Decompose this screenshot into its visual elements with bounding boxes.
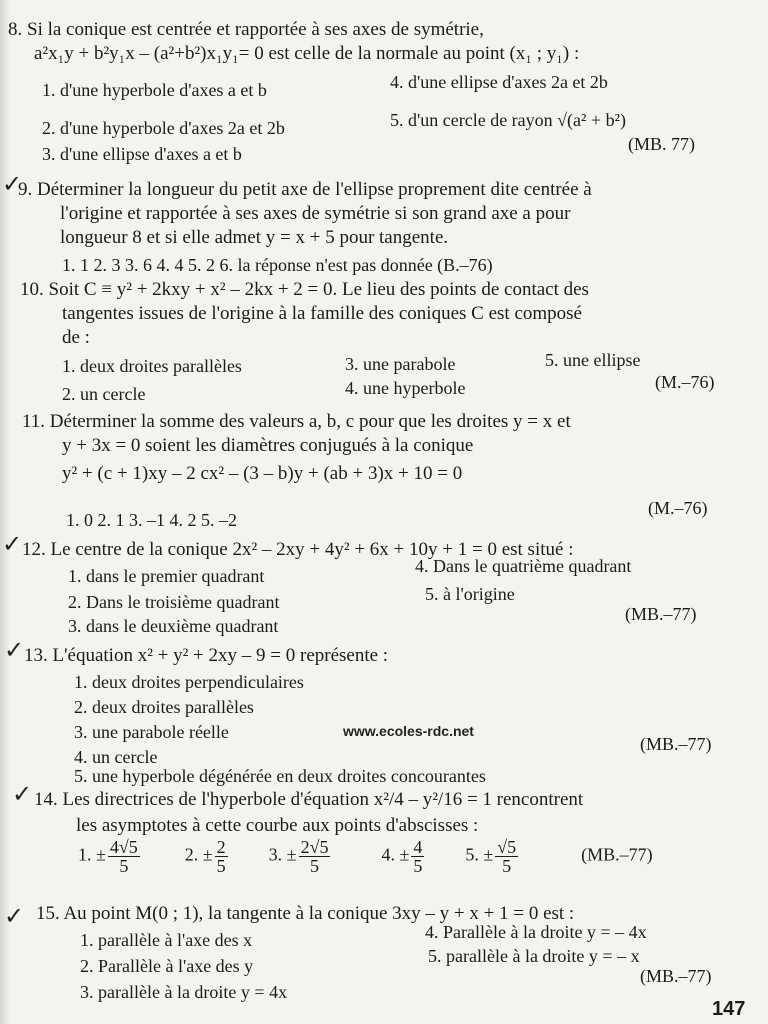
question-12-option-4: 4. Dans le quatrième quadrant — [415, 556, 632, 576]
fraction-denominator: 5 — [413, 856, 423, 876]
question-13-reference: (MB.–77) — [640, 734, 712, 754]
question-14-reference: (MB.–77) — [581, 844, 653, 865]
question-10-option-5: 5. une ellipse — [545, 350, 641, 370]
fraction-denominator: 5 — [502, 856, 512, 876]
check-mark-icon: ✓ — [4, 636, 25, 664]
question-13-option-1: 1. deux droites perpendiculaires — [74, 672, 304, 692]
question-12-option-3: 3. dans le deuxième quadrant — [68, 616, 279, 636]
fraction — [108, 838, 140, 875]
check-mark-icon: ✓ — [2, 530, 23, 558]
question-10-line-3: de : — [62, 327, 90, 348]
question-8-option-2: 2. d'une hyperbole d'axes 2a et 2b — [42, 118, 285, 138]
fraction-numerator: 2 — [216, 837, 226, 857]
question-10-option-4: 4. une hyperbole — [345, 378, 466, 398]
question-14-options — [78, 838, 653, 875]
question-12-option-5: 5. à l'origine — [425, 584, 515, 604]
question-9-line-2: l'origine et rapportée à ses axes de symétrie si son grand axe a pour — [60, 203, 571, 224]
option-label: 4. — [381, 844, 400, 865]
question-13-line-1: 13. L'équation x² + y² + 2xy – 9 = 0 représente : — [24, 645, 389, 666]
check-mark-icon: ✓ — [12, 780, 33, 808]
fraction — [215, 838, 228, 875]
question-10-option-2: 2. un cercle — [62, 384, 146, 404]
option-label: 1. — [78, 844, 96, 865]
question-11-options: 1. 0 2. 1 3. –1 4. 2 5. –2 — [66, 510, 237, 530]
fraction — [411, 838, 424, 875]
fraction-numerator: √5 — [497, 837, 517, 857]
question-11-line-1: 11. Déterminer la somme des valeurs a, b, c pour que les droites y = x et — [22, 411, 571, 432]
question-9-options: 1. 1 2. 3 3. 6 4. 4 5. 2 6. la réponse n'est pas donnée (B.–76) — [62, 255, 493, 275]
option-sign: ± — [202, 844, 213, 865]
question-8-line-2: a²x₁y + b²y₁x – (a²+b²)x₁y₁= 0 est celle de la normale au point (x₁ ; y₁) : — [34, 43, 580, 64]
question-15-reference: (MB.–77) — [640, 966, 712, 986]
option-label: 3. — [268, 844, 287, 865]
question-8-option-1: 1. d'une hyperbole d'axes a et b — [42, 80, 267, 100]
question-10-reference: (M.–76) — [655, 372, 715, 392]
question-9-line-3: longueur 8 et si elle admet y = x + 5 pour tangente. — [60, 227, 449, 248]
question-15-option-1: 1. parallèle à l'axe des x — [80, 930, 253, 950]
question-12-option-1: 1. dans le premier quadrant — [68, 566, 265, 586]
option-sign: ± — [96, 844, 106, 865]
question-15-line-1: 15. Au point M(0 ; 1), la tangente à la conique 3xy – y + x + 1 = 0 est : — [36, 903, 575, 924]
watermark-site: www.ecoles-rdc.net — [343, 723, 474, 739]
fraction-numerator: 4√5 — [109, 837, 138, 857]
question-14-line-1: 14. Les directrices de l'hyperbole d'équation x²/4 – y²/16 = 1 rencontrent — [34, 789, 584, 810]
option-sign: ± — [399, 844, 410, 865]
question-14-line-2: les asymptotes à cette courbe aux points d'abscisses : — [76, 815, 479, 836]
fraction-denominator: 5 — [310, 856, 319, 876]
fraction — [495, 838, 518, 875]
question-8-option-4: 4. d'une ellipse d'axes 2a et 2b — [390, 72, 608, 92]
question-8-reference: (MB. 77) — [628, 134, 695, 154]
question-12-reference: (MB.–77) — [625, 604, 697, 624]
page-number: 147 — [712, 998, 746, 1020]
question-10-option-1: 1. deux droites parallèles — [62, 356, 242, 376]
question-15-option-5: 5. parallèle à la droite y = – x — [428, 946, 640, 966]
option-label: 2. — [184, 844, 203, 865]
question-8-option-5: 5. d'un cercle de rayon √(a² + b²) — [390, 110, 626, 130]
question-11-line-3: y² + (c + 1)xy – 2 cx² – (3 – b)y + (ab + 3)x + 10 = 0 — [62, 463, 463, 484]
fraction-numerator: 4 — [413, 837, 423, 857]
question-13-option-2: 2. deux droites parallèles — [74, 697, 254, 717]
fraction-denominator: 5 — [216, 856, 226, 876]
question-15-option-4: 4. Parallèle à la droite y = – 4x — [425, 922, 647, 942]
question-11-reference: (M.–76) — [648, 498, 708, 518]
fraction — [299, 838, 331, 875]
question-10-option-3: 3. une parabole — [345, 354, 456, 374]
question-10-line-1: 10. Soit C ≡ y² + 2kxy + x² – 2kx + 2 = 0. Le lieu des points de contact des — [20, 279, 589, 300]
question-12-line-1: 12. Le centre de la conique 2x² – 2xy + 4y² + 6x + 10y + 1 = 0 est situé : — [22, 539, 574, 560]
question-15-option-3: 3. parallèle à la droite y = 4x — [80, 982, 288, 1002]
question-13-option-3: 3. une parabole réelle — [74, 722, 229, 742]
option-sign: ± — [483, 844, 494, 865]
question-11-line-2: y + 3x = 0 soient les diamètres conjugués à la conique — [62, 435, 474, 456]
question-13-option-5: 5. une hyperbole dégénérée en deux droites concourantes — [74, 766, 486, 786]
question-12-option-2: 2. Dans le troisième quadrant — [68, 592, 280, 612]
question-9-line-1: 9. Déterminer la longueur du petit axe de l'ellipse proprement dite centrée à — [18, 179, 592, 200]
question-8-option-3: 3. d'une ellipse d'axes a et b — [42, 144, 242, 164]
question-15-option-2: 2. Parallèle à l'axe des y — [80, 956, 254, 976]
option-label: 5. — [465, 844, 484, 865]
scan-edge — [0, 0, 10, 1024]
question-8-line-1: 8. Si la conique est centrée et rapportée à ses axes de symétrie, — [8, 19, 484, 40]
question-13-option-4: 4. un cercle — [74, 747, 158, 767]
option-sign: ± — [286, 844, 297, 865]
question-10-line-2: tangentes issues de l'origine à la famille des coniques C est composé — [62, 303, 582, 324]
check-mark-icon: ✓ — [4, 902, 25, 930]
check-mark-icon: ✓ — [2, 170, 23, 198]
fraction-denominator: 5 — [119, 856, 129, 876]
fraction-numerator: 2√5 — [300, 837, 329, 857]
